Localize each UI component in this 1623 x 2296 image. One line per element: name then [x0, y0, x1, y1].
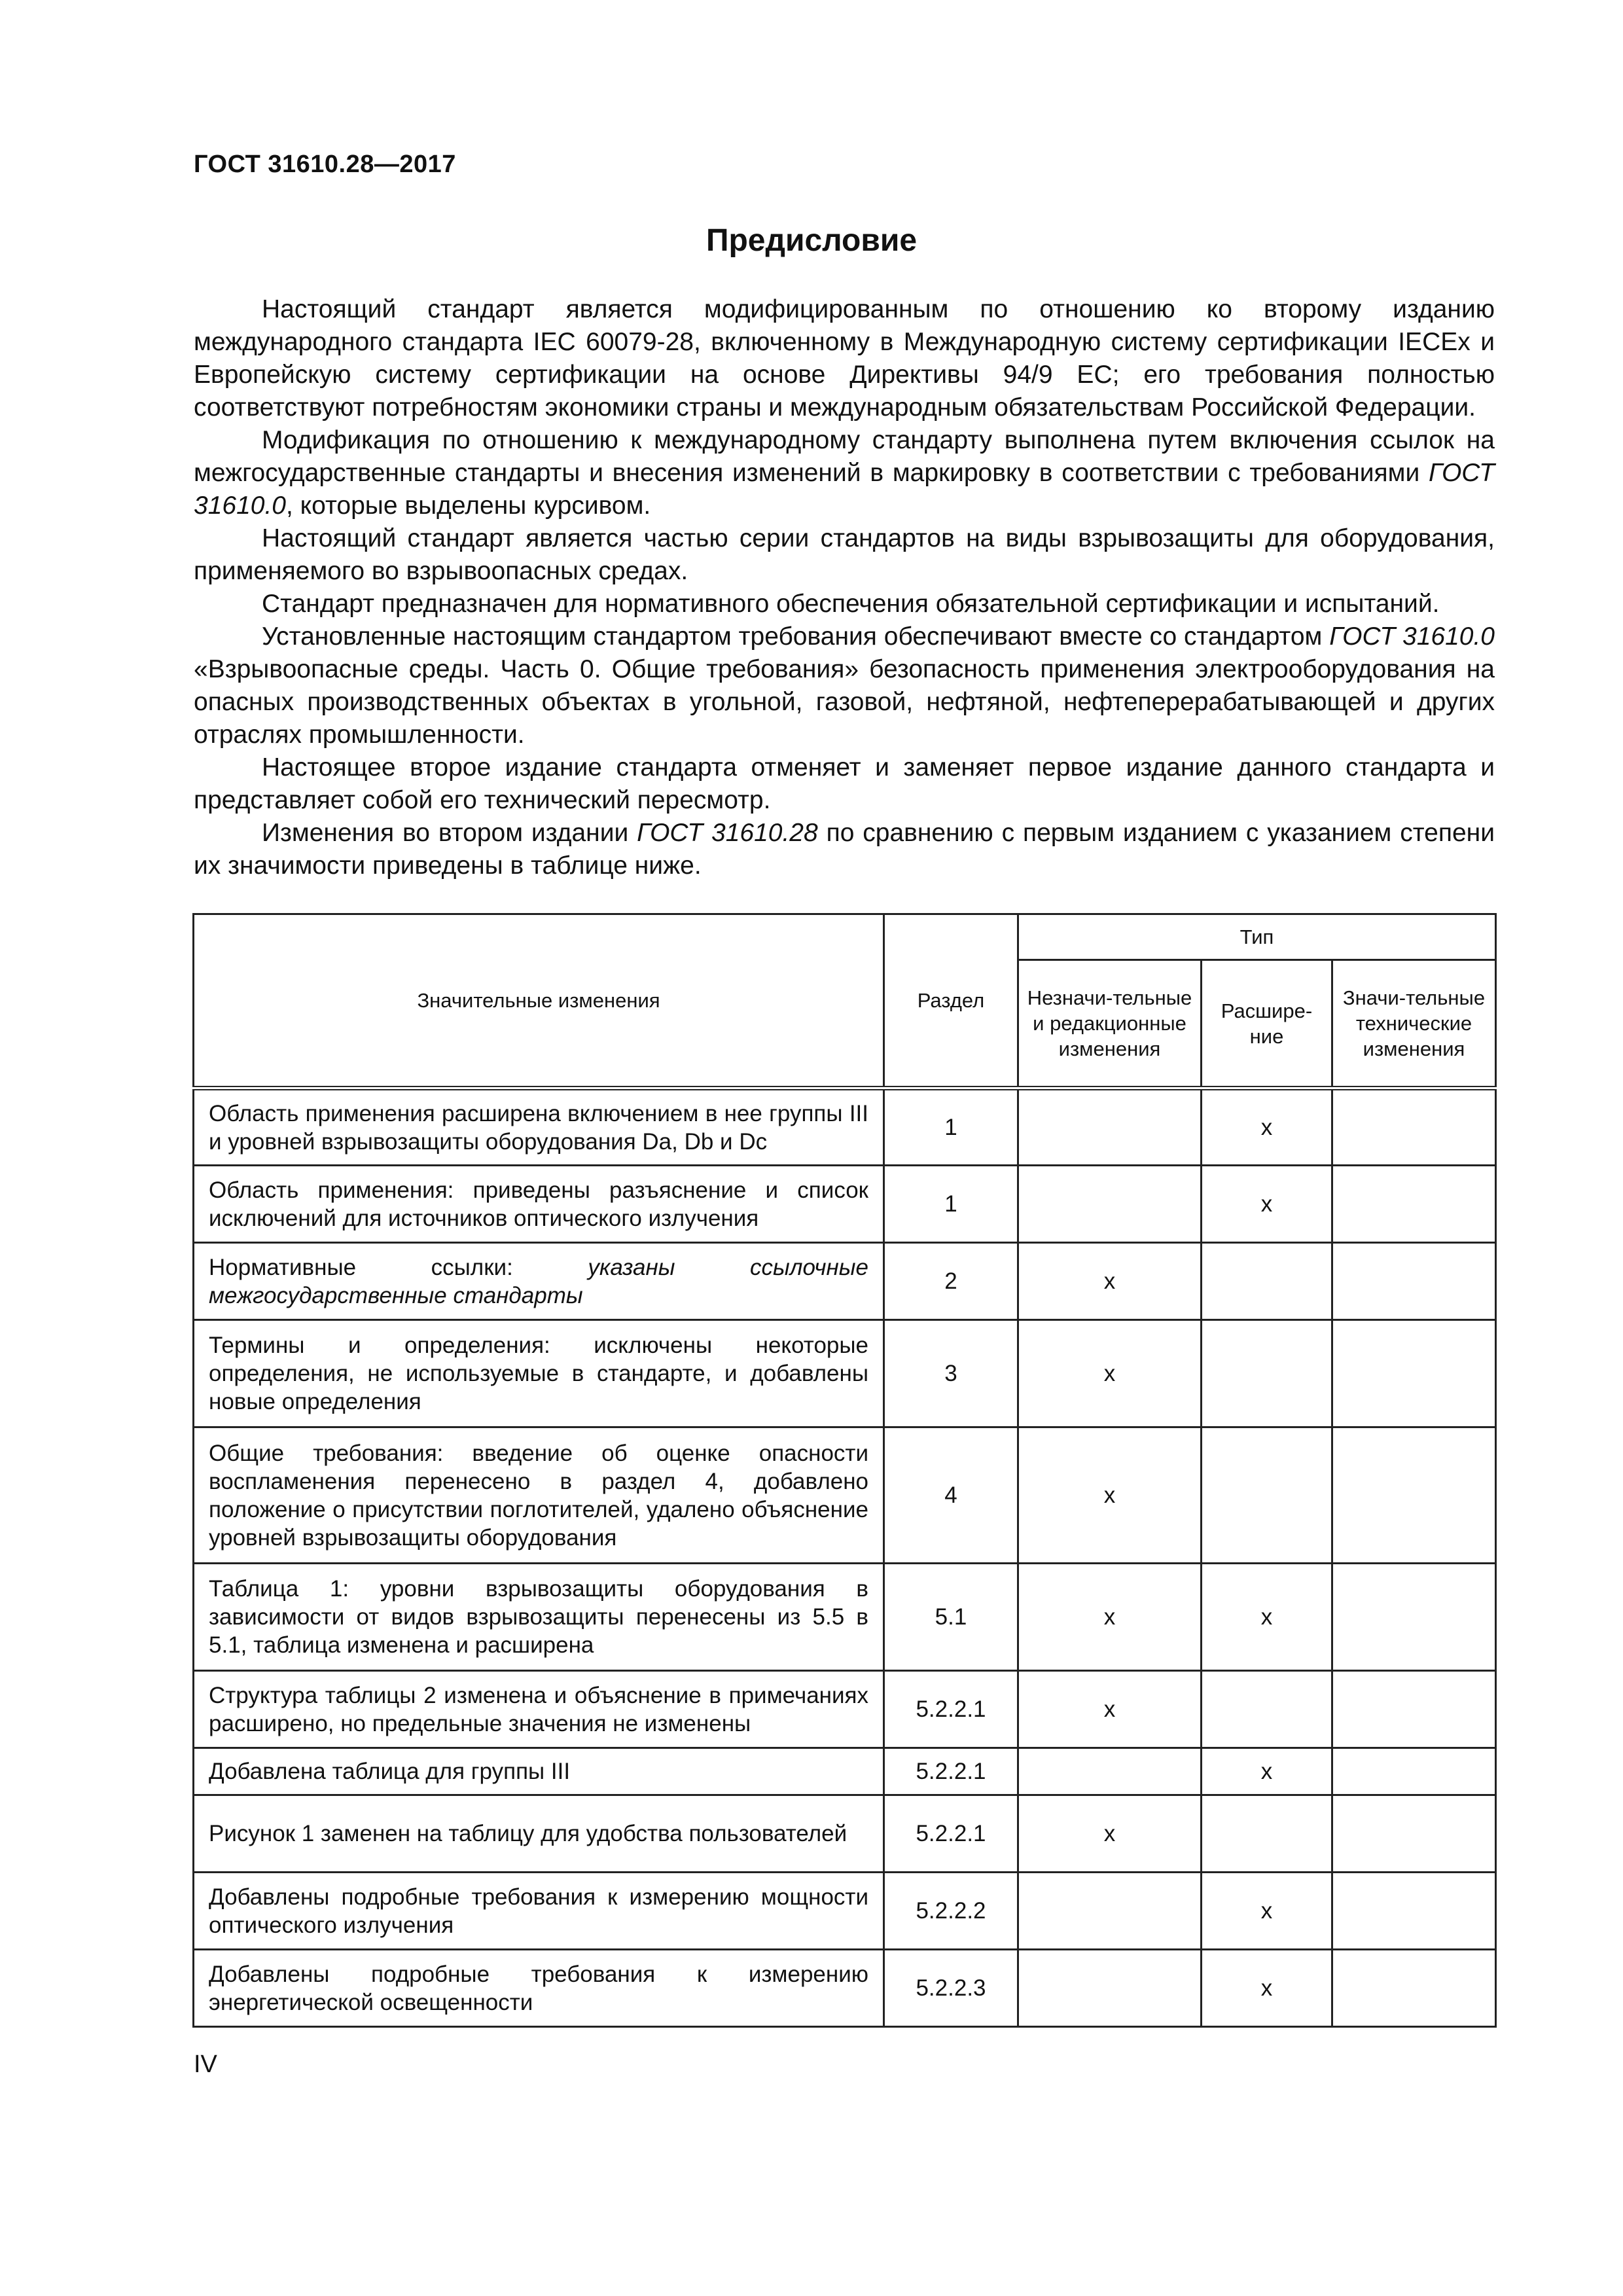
- change-description: Нормативные ссылки: указаны ссылочные межгосударственные стандарты: [194, 1243, 884, 1320]
- header-extension: Расшире-ние: [1202, 960, 1332, 1088]
- table-row: [194, 1950, 1496, 2027]
- paragraph-6: Настоящее второе издание стандарта отменяет и заменяет первое издание данного стандарта и представляет собой его технический пересмотр.: [194, 753, 1495, 814]
- table-row: [194, 1795, 1496, 1873]
- change-description: Область применения расширена включением в нее группы III и уровней взрывозащиты оборудования Da, Db и Dc: [194, 1088, 884, 1166]
- extension-cell: x: [1202, 1166, 1332, 1243]
- minor-cell: x: [1018, 1671, 1202, 1748]
- technical-cell: [1332, 1320, 1496, 1427]
- change-description: Структура таблицы 2 изменена и объяснение в примечаниях расширено, но предельные значения не изменены: [194, 1671, 884, 1748]
- section-cell: 5.2.2.1: [884, 1748, 1018, 1795]
- minor-cell: [1018, 1748, 1202, 1795]
- change-description: Термины и определения: исключены некоторые определения, не используемые в стандарте, и добавлены новые определения: [194, 1320, 884, 1427]
- extension-cell: x: [1202, 1748, 1332, 1795]
- table-row: [194, 1320, 1496, 1427]
- page-title: Предисловие: [705, 223, 918, 258]
- extension-cell: [1202, 1671, 1332, 1748]
- table-row: [194, 1564, 1496, 1671]
- technical-cell: [1332, 1950, 1496, 2027]
- technical-cell: [1332, 1166, 1496, 1243]
- standard-reference: ГОСТ 31610.28: [637, 819, 818, 847]
- change-description: Добавлена таблица для группы III: [194, 1748, 884, 1795]
- extension-cell: x: [1202, 1950, 1332, 2027]
- header-minor: Незначи-тельные и редакционные изменения: [1018, 960, 1202, 1088]
- section-cell: 5.2.2.3: [884, 1950, 1018, 2027]
- preface-text: [194, 293, 1495, 882]
- paragraph-5: Установленные настоящим стандартом требования обеспечивают вместе со стандартом ГОСТ 31610.0 «Взрывоопасные среды. Часть 0. Общие требования» безопасность применения электрооборудования на опасных производственных объектах в угольной, газовой, нефтяной, нефтеперерабатывающей и других отраслях промышленности.: [194, 622, 1495, 749]
- paragraph-3: Настоящий стандарт является частью серии стандартов на виды взрывозащиты для оборудования, применяемого во взрывоопасных средах.: [194, 524, 1495, 585]
- extension-cell: [1202, 1427, 1332, 1564]
- change-description: Рисунок 1 заменен на таблицу для удобства пользователей: [194, 1795, 884, 1873]
- table-row: [194, 1166, 1496, 1243]
- minor-cell: x: [1018, 1795, 1202, 1873]
- technical-cell: [1332, 1088, 1496, 1166]
- minor-cell: x: [1018, 1320, 1202, 1427]
- change-description: Общие требования: введение об оценке опасности воспламенения перенесено в раздел 4, добавлено положение о присутствии поглотителей, удалено объяснение уровней взрывозащиты оборудования: [194, 1427, 884, 1564]
- change-description: Добавлены подробные требования к измерению мощности оптического излучения: [194, 1873, 884, 1950]
- section-cell: 5.2.2.1: [884, 1795, 1018, 1873]
- paragraph-2: Модификация по отношению к международному стандарту выполнена путем включения ссылок на межгосударственные стандарты и внесения изменений в маркировку в соответствии с требованиями ГОСТ 31610.0, которые выделены курсивом.: [194, 426, 1495, 520]
- standard-code: ГОСТ 31610.28—2017: [194, 151, 456, 178]
- section-cell: 5.2.2.1: [884, 1671, 1018, 1748]
- minor-cell: [1018, 1166, 1202, 1243]
- table-row: [194, 1671, 1496, 1748]
- technical-cell: [1332, 1243, 1496, 1320]
- header-type: Тип: [1018, 914, 1496, 960]
- technical-cell: [1332, 1671, 1496, 1748]
- change-description: Добавлены подробные требования к измерению энергетической освещенности: [194, 1950, 884, 2027]
- technical-cell: [1332, 1795, 1496, 1873]
- changes-table: [192, 913, 1497, 2028]
- paragraph-7: Изменения во втором издании ГОСТ 31610.28 по сравнению с первым изданием с указанием степени их значимости приведены в таблице ниже.: [194, 819, 1495, 880]
- paragraph-1: Настоящий стандарт является модифицированным по отношению ко второму изданию международного стандарта IEC 60079-28, включенному в Международную систему сертификации IECEx и Европейскую систему сертификации на основе Директивы 94/9 ЕС; его требования полностью соответствуют потребностям экономики страны и международным обязательствам Российской Федерации.: [194, 295, 1495, 422]
- section-cell: 4: [884, 1427, 1018, 1564]
- technical-cell: [1332, 1748, 1496, 1795]
- table-row: [194, 1243, 1496, 1320]
- section-cell: 5.1: [884, 1564, 1018, 1671]
- extension-cell: x: [1202, 1564, 1332, 1671]
- table-row: [194, 1088, 1496, 1166]
- technical-cell: [1332, 1564, 1496, 1671]
- extension-cell: [1202, 1795, 1332, 1873]
- header-technical: Значи-тельные технические изменения: [1332, 960, 1496, 1088]
- minor-cell: [1018, 1873, 1202, 1950]
- table-row: [194, 1427, 1496, 1564]
- table-row: [194, 1748, 1496, 1795]
- section-cell: 3: [884, 1320, 1018, 1427]
- section-cell: 1: [884, 1166, 1018, 1243]
- minor-cell: x: [1018, 1564, 1202, 1671]
- technical-cell: [1332, 1427, 1496, 1564]
- section-cell: 1: [884, 1088, 1018, 1166]
- paragraph-4: Стандарт предназначен для нормативного обеспечения обязательной сертификации и испытаний.: [262, 590, 1440, 618]
- extension-cell: x: [1202, 1873, 1332, 1950]
- minor-cell: [1018, 1950, 1202, 2027]
- minor-cell: [1018, 1088, 1202, 1166]
- standard-reference: ГОСТ 31610.0: [194, 459, 1495, 520]
- change-description: Область применения: приведены разъяснение и список исключений для источников оптического излучения: [194, 1166, 884, 1243]
- extension-cell: x: [1202, 1088, 1332, 1166]
- header-changes: Значительные изменения: [194, 914, 884, 1088]
- extension-cell: [1202, 1320, 1332, 1427]
- section-cell: 2: [884, 1243, 1018, 1320]
- technical-cell: [1332, 1873, 1496, 1950]
- page-number: IV: [194, 2051, 217, 2078]
- standard-reference: ГОСТ 31610.0: [1329, 622, 1495, 651]
- extension-cell: [1202, 1243, 1332, 1320]
- change-description: Таблица 1: уровни взрывозащиты оборудования в зависимости от видов взрывозащиты перенесены из 5.5 в 5.1, таблица изменена и расширена: [194, 1564, 884, 1671]
- minor-cell: x: [1018, 1243, 1202, 1320]
- table-row: [194, 1873, 1496, 1950]
- minor-cell: x: [1018, 1427, 1202, 1564]
- section-cell: 5.2.2.2: [884, 1873, 1018, 1950]
- header-section: Раздел: [884, 914, 1018, 1088]
